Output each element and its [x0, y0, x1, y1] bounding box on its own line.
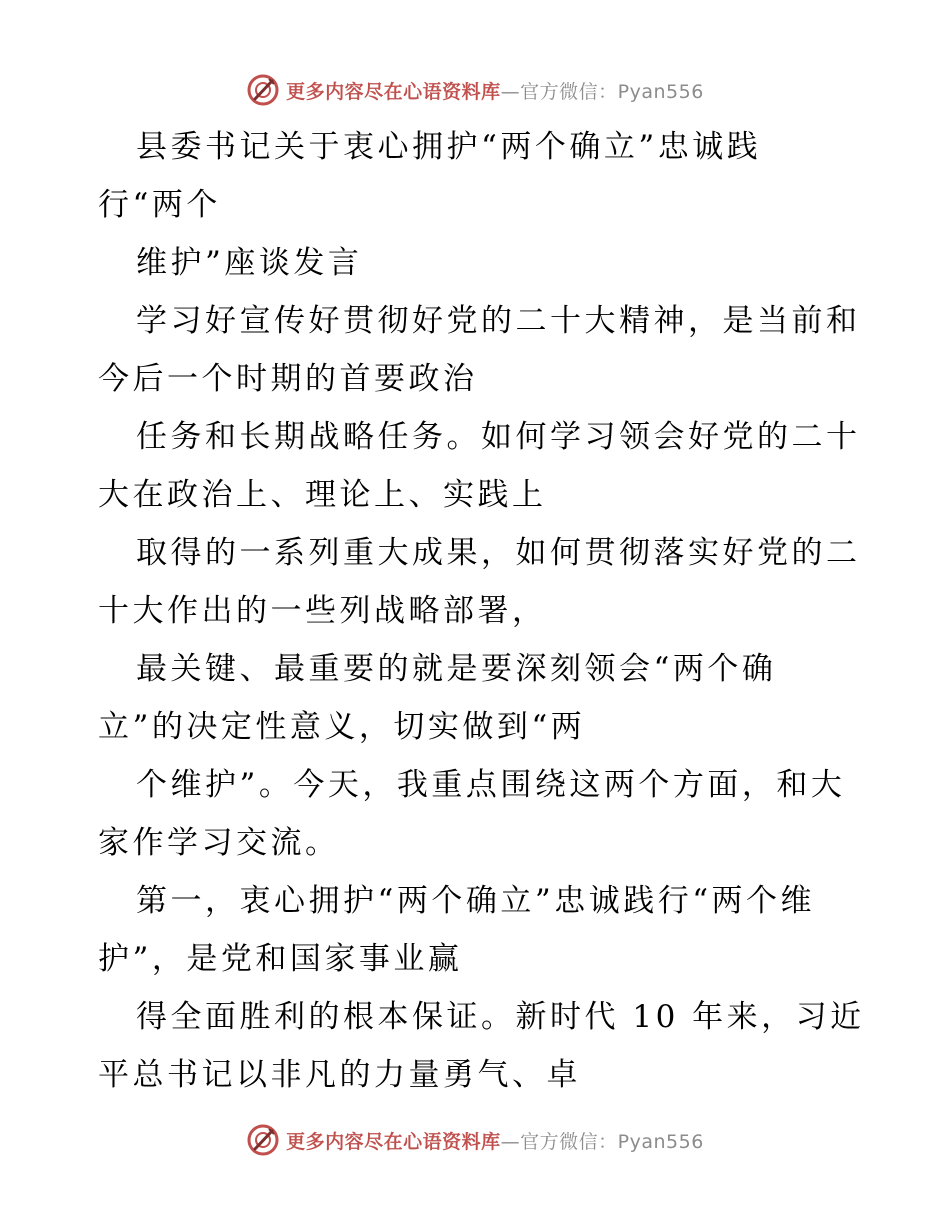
text-line: 家作学习交流。 [98, 825, 340, 861]
text-line: 任务和长期战略任务。如何学习领会好党的二十 [136, 419, 861, 455]
footer-watermark [0, 1120, 950, 1160]
text-line: 立”的决定性意义，切实做到“两 [98, 709, 586, 745]
text-line: 十大作出的一些列战略部署， [98, 593, 547, 629]
seal-logo-icon [246, 1123, 280, 1157]
watermark-dash: — [500, 1130, 521, 1153]
text-line: 行“两个 [98, 187, 221, 223]
watermark-brand: 更多内容尽在心语资料库 [286, 1130, 501, 1153]
watermark-contact: 官方微信：Pyan556 [520, 1130, 704, 1153]
watermark-text [286, 1127, 704, 1154]
document-body [98, 118, 865, 1104]
text-line: 今后一个时期的首要政治 [98, 361, 478, 397]
text-line: 维护”座谈发言 [136, 245, 363, 281]
watermark-contact: 官方微信：Pyan556 [520, 80, 704, 103]
text-line: 取得的一系列重大成果，如何贯彻落实好党的二 [136, 535, 861, 571]
text-line: 护”，是党和国家事业赢 [98, 941, 463, 977]
text-line: 得全面胜利的根本保证。新时代 10 年来，习近 [136, 999, 865, 1035]
text-line: 第一，衷心拥护“两个确立”忠诚践行“两个维 [136, 883, 816, 919]
text-line: 县委书记关于衷心拥护“两个确立”忠诚践 [136, 129, 762, 165]
seal-logo-icon [246, 73, 280, 107]
text-line: 平总书记以非凡的力量勇气、卓 [98, 1057, 581, 1093]
text-line: 大在政治上、理论上、实践上 [98, 477, 547, 513]
watermark-text [286, 77, 704, 104]
text-line: 学习好宣传好贯彻好党的二十大精神，是当前和 [136, 303, 861, 339]
text-line: 个维护”。今天，我重点围绕这两个方面，和大 [136, 767, 846, 803]
text-line: 最关键、最重要的就是要深刻领会“两个确 [136, 651, 777, 687]
watermark-dash: — [500, 80, 521, 103]
header-watermark [0, 70, 950, 110]
watermark-brand: 更多内容尽在心语资料库 [286, 80, 501, 103]
